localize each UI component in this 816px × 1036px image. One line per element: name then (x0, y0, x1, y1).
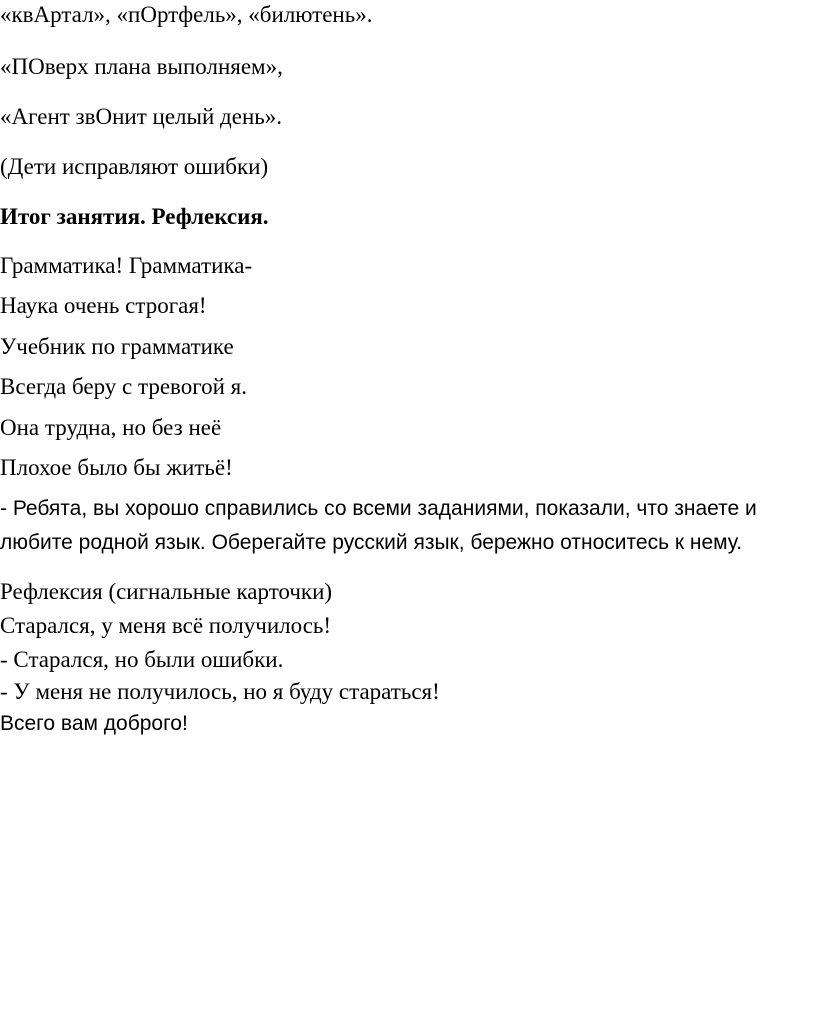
closing-paragraph-line: любите родной язык. Оберегайте русский язык, бережно относитесь к нему. (0, 531, 743, 554)
stress-words-line: «квАртал», «пОртфель», «билютень». (0, 2, 373, 27)
reflection-line: Рефлексия (сигнальные карточки) (0, 579, 333, 604)
farewell-line: Всего вам доброго! (0, 712, 188, 735)
poem-line: Плохое было бы житьё! (0, 455, 233, 480)
above-plan-line: «ПОверх плана выполняем», (0, 54, 283, 79)
reflection-line: Старался, у меня всё получилось! (0, 613, 332, 638)
closing-paragraph-line: - Ребята, вы хорошо справились со всеми заданиями, показали, что знаете и (0, 497, 757, 520)
correction-line: (Дети исправляют ошибки) (0, 154, 269, 179)
poem-line: Учебник по грамматике (0, 334, 234, 359)
section-heading: Итог занятия. Рефлексия. (0, 204, 269, 229)
poem-line: Наука очень строгая! (0, 293, 207, 318)
poem-line: Она трудна, но без неё (0, 415, 222, 440)
reflection-line: - Старался, но были ошибки. (0, 647, 284, 672)
agent-line: «Агент звОнит целый день». (0, 104, 282, 129)
poem-line: Всегда беру с тревогой я. (0, 374, 247, 399)
poem-line: Грамматика! Грамматика- (0, 253, 253, 278)
reflection-line: - У меня не получилось, но я буду стараться! (0, 679, 440, 704)
